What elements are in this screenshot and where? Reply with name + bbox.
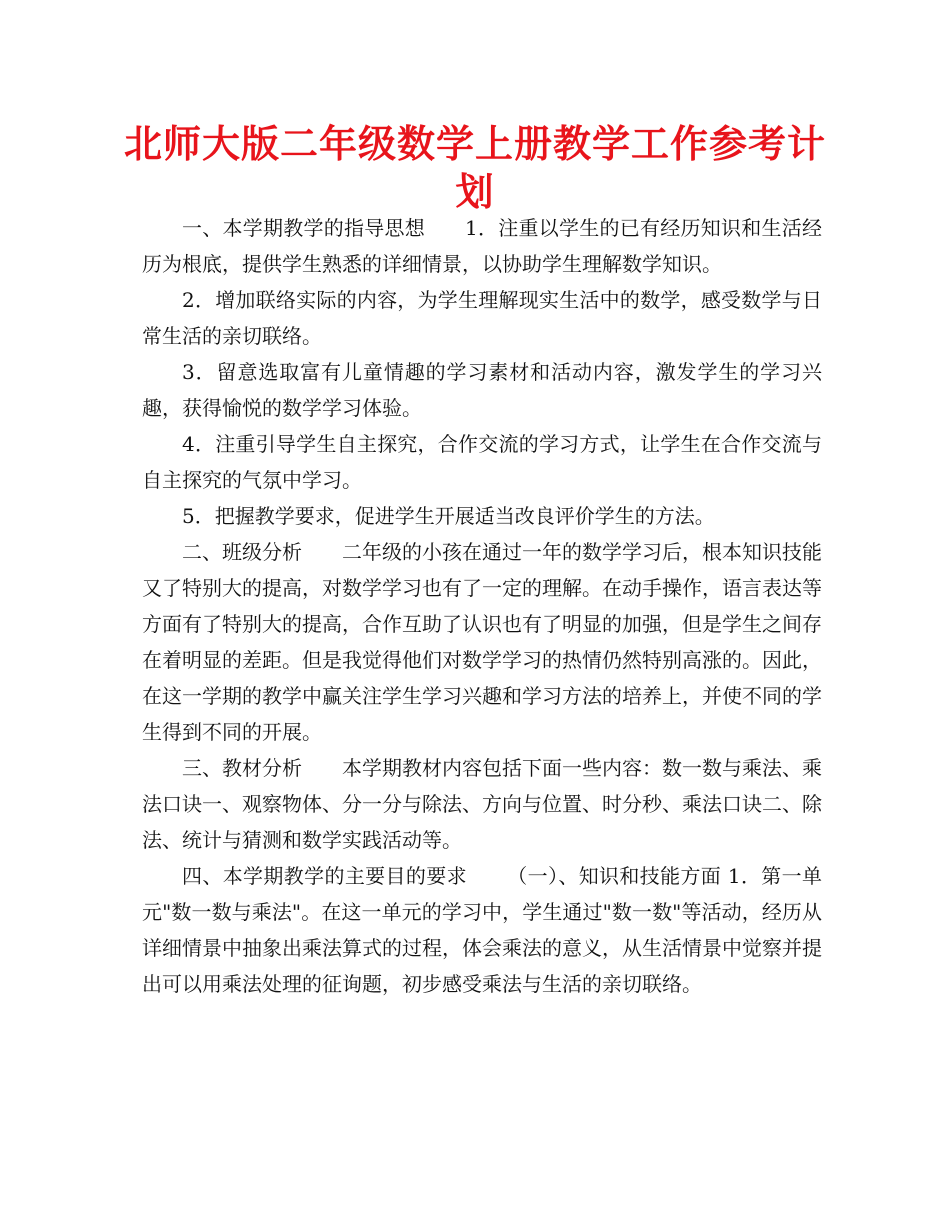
section-heading: 四、本学期教学的主要目的要求: [182, 864, 467, 888]
title-line-1: 北师大版二年级数学上册教学工作参考计: [123, 122, 826, 166]
paragraph-text: 本学期教材内容包括下面一些内容：数一数与乘法、乘法口诀一、观察物体、分一分与除法、方向与位置、时分秒、乘法口诀二、除法、统计与猜测和数学实践活动等。: [142, 756, 822, 852]
paragraph: [142, 498, 822, 534]
title-line-2: 划: [455, 170, 495, 214]
paragraph: [142, 354, 822, 426]
paragraph: [142, 750, 822, 858]
paragraph: [142, 858, 822, 1002]
paragraph-text: 1．注重以学生的已有经历知识和生活经历为根底，提供学生熟悉的详细情景，以协助学生理解数学知识。: [142, 216, 822, 276]
document-title: [0, 120, 950, 216]
paragraph-text: 5．把握教学要求，促进学生开展适当改良评价学生的方法。: [182, 504, 715, 528]
section-heading: 二、班级分析: [182, 540, 302, 564]
paragraph: [142, 282, 822, 354]
section-heading: 三、教材分析: [182, 756, 302, 780]
document-body: [142, 210, 822, 1002]
paragraph-text: 3．留意选取富有儿童情趣的学习素材和活动内容，激发学生的学习兴趣，获得愉悦的数学学习体验。: [142, 360, 822, 420]
paragraph-text: 4．注重引导学生自主探究，合作交流的学习方式，让学生在合作交流与自主探究的气氛中学习。: [142, 432, 822, 492]
paragraph: [142, 534, 822, 750]
section-heading: 一、本学期教学的指导思想: [182, 216, 426, 240]
paragraph-text: 2．增加联络实际的内容，为学生理解现实生活中的数学，感受数学与日常生活的亲切联络。: [142, 288, 822, 348]
paragraph: [142, 210, 822, 282]
paragraph-text: 二年级的小孩在通过一年的数学学习后，根本知识技能又了特别大的提高，对数学学习也有了一定的理解。在动手操作，语言表达等方面有了特别大的提高，合作互助了认识也有了明显的加强，但是学生之间存在着明显的差距。但是我觉得他们对数学学习的热情仍然特别高涨的。因此，在这一学期的教学中赢关注学生学习兴趣和学习方法的培养上，并使不同的学生得到不同的开展。: [142, 540, 822, 744]
paragraph: [142, 426, 822, 498]
paragraph-text: （一）、知识和技能方面 1．第一单元"数一数与乘法"。在这一单元的学习中，学生通过"数一数"等活动，经历从详细情景中抽象出乘法算式的过程，体会乘法的意义，从生活情景中觉察并提出可以用乘法处理的征询题，初步感受乘法与生活的亲切联络。: [142, 864, 823, 996]
